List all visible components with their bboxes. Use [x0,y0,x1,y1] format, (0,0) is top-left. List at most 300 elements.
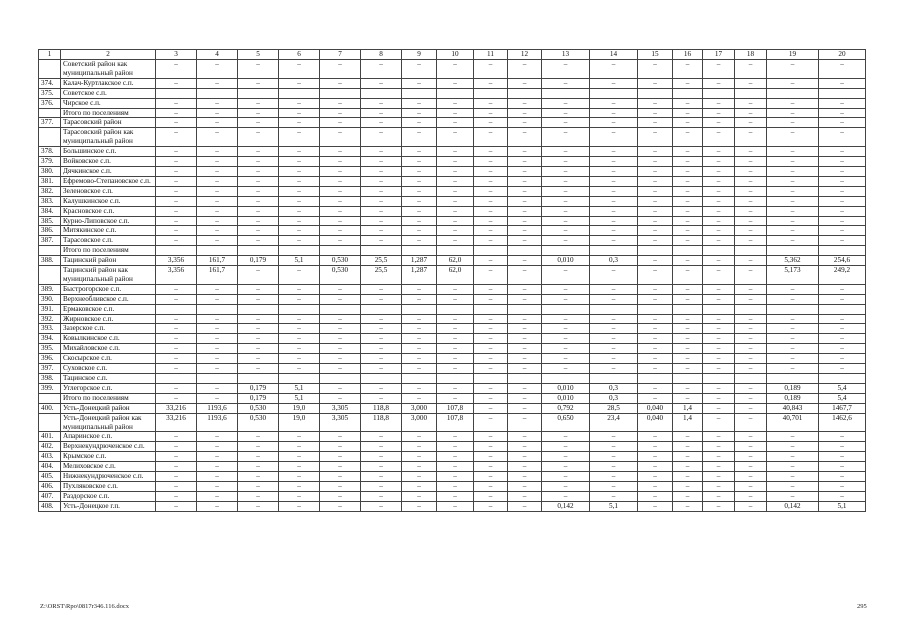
table-cell: 40,843 [767,403,819,413]
table-cell: 1467,7 [819,403,866,413]
table-cell: – [437,196,474,206]
table-cell: – [735,344,767,354]
table-cell: – [638,108,673,118]
table-cell: – [279,78,320,88]
table-cell: – [638,501,673,511]
table-cell: 62,0 [437,256,474,266]
table-cell: – [320,147,361,157]
table-cell: – [437,294,474,304]
table-cell: – [735,256,767,266]
table-cell: – [279,118,320,128]
table-cell: – [590,472,638,482]
table-cell: – [320,196,361,206]
table-cell [197,246,238,256]
table-cell: – [474,452,508,462]
table-cell: – [402,60,437,79]
table-cell [197,374,238,384]
row-name: Мелиховское с.п. [61,462,156,472]
table-cell: – [279,128,320,147]
table-cell [542,304,590,314]
row-number: 391. [39,304,61,314]
table-cell: – [703,98,735,108]
row-number: 402. [39,442,61,452]
table-cell: – [767,354,819,364]
table-cell: – [197,166,238,176]
table-cell: – [361,344,402,354]
table-cell: – [508,236,542,246]
table-cell [156,374,197,384]
row-name: Скосырское с.п. [61,354,156,364]
table-cell: – [197,364,238,374]
table-cell: – [508,491,542,501]
table-cell: – [638,166,673,176]
table-cell: – [279,442,320,452]
table-cell: – [320,334,361,344]
table-cell: – [735,314,767,324]
table-cell: – [819,334,866,344]
table-cell: – [638,344,673,354]
table-cell: – [361,284,402,294]
table-cell: – [402,78,437,88]
table-cell: – [361,432,402,442]
table-cell: – [735,108,767,118]
table-cell: – [590,314,638,324]
table-row [39,196,866,206]
table-cell: – [508,157,542,167]
table-cell: – [402,344,437,354]
table-cell: – [508,256,542,266]
table-cell: – [673,501,703,511]
table-cell: – [673,157,703,167]
table-cell: – [638,393,673,403]
table-cell: – [474,266,508,285]
table-cell: – [590,216,638,226]
row-name: Усть-Донецкий район как муниципальный район [61,413,156,432]
table-cell: – [156,147,197,157]
page-number: 295 [857,603,867,610]
table-row [39,147,866,157]
table-cell: – [238,216,279,226]
table-cell: – [474,491,508,501]
table-cell: – [673,108,703,118]
table-cell: – [320,314,361,324]
table-cell: – [735,432,767,442]
table-cell: – [474,186,508,196]
table-cell: 19,0 [279,403,320,413]
table-cell: – [638,294,673,304]
table-cell: – [361,108,402,118]
table-cell: – [542,462,590,472]
table-cell: – [279,176,320,186]
table-cell: – [238,266,279,285]
table-cell: – [320,108,361,118]
table-cell: 0,792 [542,403,590,413]
column-header: 13 [542,50,590,60]
row-name: Тарасовское с.п. [61,236,156,246]
table-cell: – [819,481,866,491]
table-cell: – [197,383,238,393]
table-cell: – [279,462,320,472]
table-cell [279,374,320,384]
table-cell: – [238,354,279,364]
data-table [38,49,866,512]
table-cell: – [735,176,767,186]
table-cell: – [402,108,437,118]
table-cell: – [819,196,866,206]
table-row [39,216,866,226]
table-cell: – [361,128,402,147]
row-number: 388. [39,256,61,266]
table-cell: – [703,491,735,501]
table-cell [673,304,703,314]
table-cell [437,88,474,98]
table-cell: – [819,186,866,196]
table-cell: – [474,364,508,374]
table-cell: – [819,206,866,216]
table-cell: – [767,226,819,236]
table-body [39,50,866,512]
table-cell: 161,7 [197,256,238,266]
table-cell: – [508,344,542,354]
table-cell [703,88,735,98]
table-cell: 0,010 [542,383,590,393]
table-cell: 5,1 [279,393,320,403]
table-cell: – [508,196,542,206]
table-cell: 5,173 [767,266,819,285]
table-cell: 0,189 [767,383,819,393]
row-name: Ермаковское с.п. [61,304,156,314]
table-cell: – [508,60,542,79]
table-cell: – [819,284,866,294]
row-name: Итого по поселениям [61,246,156,256]
table-cell: – [474,294,508,304]
table-cell: – [402,442,437,452]
table-cell: – [474,403,508,413]
table-cell: – [673,462,703,472]
table-cell: – [156,60,197,79]
table-cell: – [402,452,437,462]
row-name: Крымское с.п. [61,452,156,462]
table-cell: – [542,157,590,167]
table-cell: – [673,236,703,246]
table-cell: – [320,157,361,167]
table-cell: 0,530 [320,266,361,285]
table-cell: – [767,364,819,374]
table-cell [402,88,437,98]
table-cell: – [361,393,402,403]
table-cell: – [735,364,767,374]
table-cell: – [197,284,238,294]
table-cell [767,374,819,384]
table-cell: – [474,236,508,246]
row-number: 384. [39,206,61,216]
row-name: Верхнеобливское с.п. [61,294,156,304]
table-cell: – [238,364,279,374]
row-name: Зеленовское с.п. [61,186,156,196]
table-cell: – [156,393,197,403]
table-cell: – [673,216,703,226]
table-cell: – [673,186,703,196]
table-cell [703,246,735,256]
table-cell: – [703,118,735,128]
table-cell: – [197,432,238,442]
table-cell: – [673,344,703,354]
table-cell: – [197,128,238,147]
table-cell: – [474,226,508,236]
table-cell: 62,0 [437,266,474,285]
table-cell: – [361,491,402,501]
table-cell: – [673,266,703,285]
table-cell: – [638,432,673,442]
table-cell: – [279,334,320,344]
table-cell: – [542,432,590,442]
table-cell: – [673,147,703,157]
table-cell: – [474,147,508,157]
table-cell: – [197,472,238,482]
table-cell: – [402,334,437,344]
table-cell: – [542,236,590,246]
table-row [39,452,866,462]
table-cell: – [156,354,197,364]
table-cell: – [508,403,542,413]
table-cell: – [437,206,474,216]
row-number: 394. [39,334,61,344]
table-cell: – [474,344,508,354]
table-cell: – [197,314,238,324]
table-cell: – [703,413,735,432]
table-cell: – [197,354,238,364]
table-cell: – [238,157,279,167]
table-cell: – [703,196,735,206]
table-cell: – [156,481,197,491]
table-cell: – [703,147,735,157]
table-cell: – [238,147,279,157]
table-cell [735,374,767,384]
row-name: Пухляковское с.п. [61,481,156,491]
column-header: 6 [279,50,320,60]
table-cell: 3,356 [156,256,197,266]
table-cell: – [402,236,437,246]
table-cell: 3,305 [320,403,361,413]
table-cell: – [437,452,474,462]
row-number: 392. [39,314,61,324]
table-row [39,344,866,354]
table-cell: – [279,226,320,236]
table-cell: – [703,314,735,324]
table-cell: – [402,354,437,364]
table-cell [402,374,437,384]
table-cell: – [279,481,320,491]
column-header: 10 [437,50,474,60]
table-cell [156,304,197,314]
table-row [39,284,866,294]
table-cell: – [238,334,279,344]
row-name: Раздорское с.п. [61,491,156,501]
table-cell [590,246,638,256]
table-cell [320,374,361,384]
table-cell: – [402,147,437,157]
table-cell: – [819,98,866,108]
row-number: 374. [39,78,61,88]
table-cell: – [819,472,866,482]
table-cell: – [703,108,735,118]
table-cell: – [638,314,673,324]
table-cell [474,374,508,384]
table-cell: 0,3 [590,256,638,266]
table-cell: – [279,266,320,285]
row-number: 375. [39,88,61,98]
row-number: 396. [39,354,61,364]
table-cell: – [703,452,735,462]
row-number: 395. [39,344,61,354]
table-cell: – [474,354,508,364]
table-cell: – [735,266,767,285]
table-cell: – [735,186,767,196]
row-number [39,393,61,403]
table-cell: – [508,413,542,432]
table-cell: – [673,481,703,491]
table-cell: – [156,108,197,118]
table-cell: – [320,364,361,374]
table-cell: – [320,78,361,88]
table-row [39,472,866,482]
table-cell: – [320,501,361,511]
table-cell: – [320,60,361,79]
table-cell: 0,142 [767,501,819,511]
table-cell: 5,1 [279,256,320,266]
table-cell: – [673,383,703,393]
table-cell: – [508,432,542,442]
table-cell: – [156,462,197,472]
table-cell: – [703,481,735,491]
table-cell: – [402,284,437,294]
table-cell: – [590,186,638,196]
table-cell: – [735,383,767,393]
table-cell: – [767,78,819,88]
row-name: Углегорское с.п. [61,383,156,393]
table-cell: – [508,118,542,128]
table-cell: – [320,472,361,482]
table-cell: – [156,98,197,108]
table-cell: – [638,491,673,501]
table-row [39,256,866,266]
table-cell: – [437,78,474,88]
table-cell: – [703,364,735,374]
table-cell: – [673,78,703,88]
table-cell: – [474,314,508,324]
table-cell: – [590,128,638,147]
table-cell: – [402,432,437,442]
table-cell: – [156,186,197,196]
table-cell: – [197,344,238,354]
table-cell: – [638,334,673,344]
table-cell [238,88,279,98]
table-row [39,403,866,413]
table-cell [767,88,819,98]
row-name: Войковское с.п. [61,157,156,167]
table-cell: – [819,78,866,88]
table-cell: 0,3 [590,383,638,393]
column-header: 20 [819,50,866,60]
table-cell: – [437,344,474,354]
table-cell: 0,3 [590,393,638,403]
table-cell: – [542,344,590,354]
table-cell: – [320,176,361,186]
column-header: 2 [61,50,156,60]
table-cell: – [474,383,508,393]
table-cell: – [767,186,819,196]
table-cell [156,88,197,98]
table-cell [735,88,767,98]
row-number: 381. [39,176,61,186]
table-cell: – [279,196,320,206]
table-cell: – [767,98,819,108]
table-cell: – [703,236,735,246]
table-cell: – [320,393,361,403]
table-cell: – [156,344,197,354]
table-cell: – [474,324,508,334]
row-name: Нижнекундрюченское с.п. [61,472,156,482]
table-cell: – [474,98,508,108]
table-cell: 1193,6 [197,413,238,432]
table-cell [279,88,320,98]
row-name: Калушкинское с.п. [61,196,156,206]
column-header: 1 [39,50,61,60]
table-cell [437,246,474,256]
table-cell: – [542,98,590,108]
table-cell: – [402,501,437,511]
row-number [39,246,61,256]
table-cell: – [542,334,590,344]
table-cell: – [320,452,361,462]
table-row [39,334,866,344]
table-cell: – [542,452,590,462]
column-header: 11 [474,50,508,60]
table-cell: – [402,157,437,167]
table-cell: – [767,442,819,452]
table-cell: – [542,294,590,304]
table-cell: – [474,432,508,442]
table-cell: – [402,383,437,393]
table-cell: – [767,60,819,79]
column-header: 14 [590,50,638,60]
table-cell: – [156,442,197,452]
table-cell: – [542,481,590,491]
table-cell: – [542,472,590,482]
row-number: 408. [39,501,61,511]
column-header: 16 [673,50,703,60]
table-cell [238,374,279,384]
table-cell: – [638,364,673,374]
table-cell: – [402,206,437,216]
table-cell: – [361,236,402,246]
row-name: Чирское с.п. [61,98,156,108]
table-cell: – [767,216,819,226]
table-cell: – [673,393,703,403]
table-cell: – [508,501,542,511]
table-cell: – [767,472,819,482]
table-cell [673,374,703,384]
table-cell: – [361,98,402,108]
row-name: Тацинский район как муниципальный район [61,266,156,285]
table-cell: 5,1 [819,501,866,511]
table-cell: – [703,334,735,344]
table-cell: – [590,226,638,236]
table-row [39,166,866,176]
table-cell: – [590,206,638,216]
table-cell: – [279,60,320,79]
table-cell: – [361,383,402,393]
